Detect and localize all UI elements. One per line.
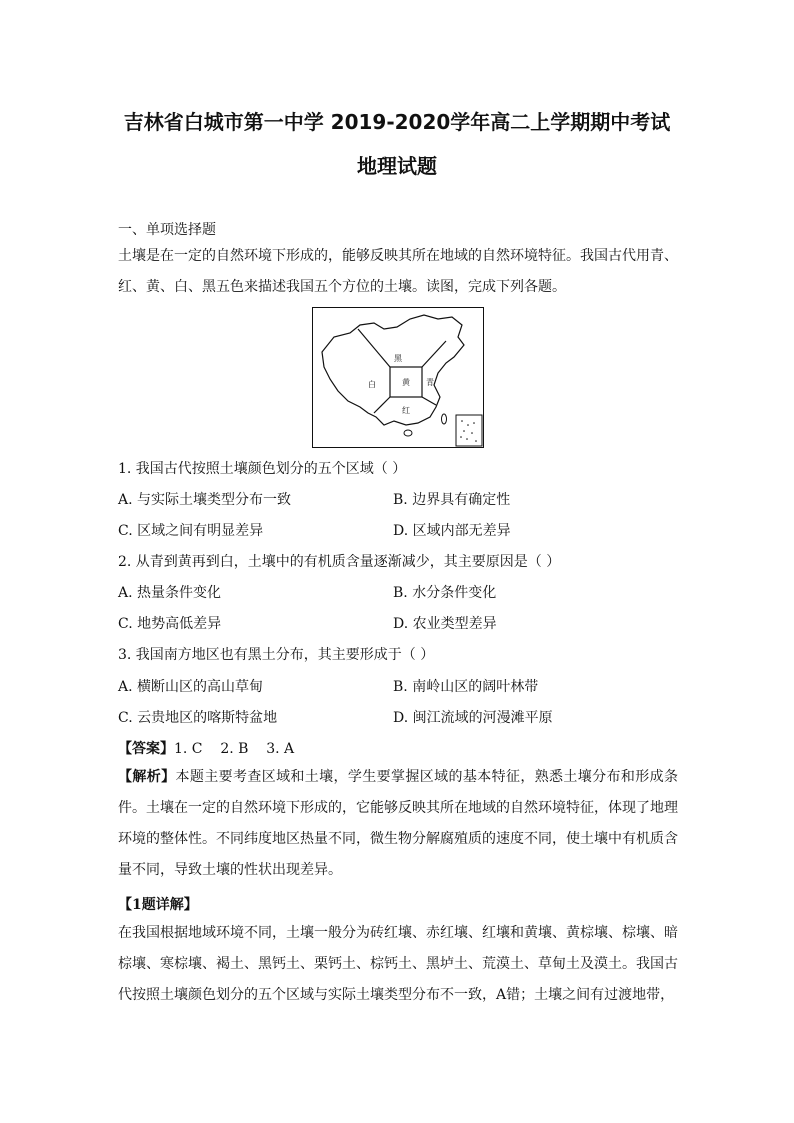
question-1-option-d: D. 区域内部无差异	[393, 523, 511, 539]
question-2-option-a: A. 热量条件变化	[118, 585, 222, 601]
document-subtitle: 地理试题	[357, 154, 437, 178]
intro-paragraph: 土壤是在一定的自然环境下形成的，能够反映其所在地域的自然环境特征。我国古代用青、红、黄、白、黑五色来描述我国五个方位的土壤。读图，完成下列各题。	[118, 248, 678, 295]
answer-line	[118, 738, 294, 758]
china-map-figure	[312, 307, 484, 448]
question-3-option-a: A. 横断山区的高山草甸	[118, 679, 264, 695]
question-2-option-d: D. 农业类型差异	[393, 616, 497, 632]
map-label-east: 青	[426, 378, 434, 387]
question-3-option-c: C. 云贵地区的喀斯特盆地	[118, 710, 278, 726]
detail-paragraph: 在我国根据地域环境不同，土壤一般分为砖红壤、赤红壤、红壤和黄壤、黄棕壤、棕壤、暗棕壤、寒棕壤、褐土、黑钙土、栗钙土、棕钙土、黑垆土、荒漠土、草甸土及漠土。我国古代按照土壤颜色划分的五个区域与实际土壤类型分布不一致，A错；土壤之间有过渡地带，	[118, 925, 678, 1003]
question-1-option-b: B. 边界具有确定性	[393, 492, 511, 508]
china-map-svg	[312, 307, 484, 448]
answer-text: 1. C 2. B 3. A	[174, 741, 295, 757]
section-heading: 一、单项选择题	[118, 222, 216, 238]
question-1-stem: 1. 我国古代按照土壤颜色划分的五个区域（ ）	[118, 461, 407, 477]
analysis-label: 【解析】	[118, 769, 176, 785]
question-2-option-c: C. 地势高低差异	[118, 616, 222, 632]
map-label-north: 黑	[394, 354, 402, 363]
map-label-west: 白	[368, 380, 376, 389]
question-1-option-c: C. 区域之间有明显差异	[118, 523, 264, 539]
question-3-stem: 3. 我国南方地区也有黑土分布，其主要形成于（ ）	[118, 647, 435, 663]
detail-heading: 【1题详解】	[118, 897, 198, 913]
map-label-center: 黄	[402, 378, 410, 387]
answer-label: 【答案】	[118, 741, 174, 757]
question-2-stem: 2. 从青到黄再到白，土壤中的有机质含量逐渐减少，其主要原因是（ ）	[118, 554, 561, 570]
analysis-text: 本题主要考查区域和土壤，学生要掌握区域的基本特征，熟悉土壤分布和形成条件。土壤在一定的自然环境下形成的，它能够反映其所在地域的自然环境特征，体现了地理环境的整体性。不同纬度地区热量不同，微生物分解腐殖质的速度不同，使土壤中有机质含量不同，导致土壤的性状出现差异。	[118, 769, 679, 878]
document-title: 吉林省白城市第一中学 2019-2020学年高二上学期期中考试	[123, 110, 671, 134]
question-1-option-a: A. 与实际土壤类型分布一致	[118, 492, 292, 508]
south-china-sea-inset	[456, 415, 482, 446]
question-2-option-b: B. 水分条件变化	[393, 585, 497, 601]
analysis-paragraph	[118, 762, 678, 886]
question-3-option-d: D. 闽江流域的河漫滩平原	[393, 710, 553, 726]
question-3-option-b: B. 南岭山区的阔叶林带	[393, 679, 539, 695]
map-label-south: 红	[402, 406, 410, 415]
